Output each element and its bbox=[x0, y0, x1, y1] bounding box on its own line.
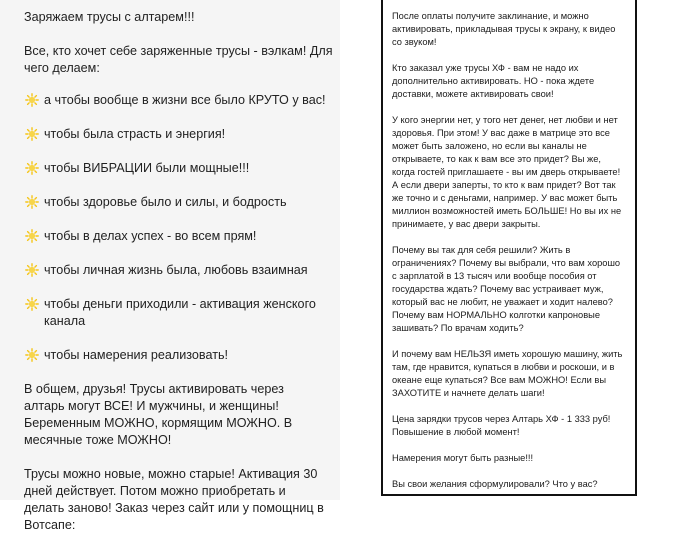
post-paragraph: Вы свои желания сформулировали? Что у вас? bbox=[392, 479, 598, 489]
list-item bbox=[24, 126, 340, 143]
bullet-text: чтобы деньги приходили - активация женского канала bbox=[44, 297, 316, 328]
right-post-panel bbox=[381, 0, 637, 496]
post-paragraph: Кто заказал уже трусы ХФ - вам не надо их дополнительно активировать. НО - пока ждете доставки, можете активировать свои! bbox=[392, 63, 595, 99]
post-paragraph-order: Трусы можно новые, можно старые! Активация 30 дней действует. Потом можно приобретать и делать заново! Заказ через сайт или у помощниц в Вотсапе: bbox=[24, 467, 324, 532]
sun-emoji-icon bbox=[25, 93, 39, 107]
bullet-text: чтобы личная жизнь была, любовь взаимная bbox=[44, 263, 308, 277]
left-post-panel bbox=[0, 0, 340, 532]
list-item bbox=[24, 296, 340, 330]
sun-emoji-icon bbox=[25, 263, 39, 277]
post-title: Заряжаем трусы с алтарем!!! bbox=[24, 10, 195, 24]
list-item bbox=[24, 160, 340, 177]
right-post-body bbox=[383, 0, 635, 491]
post-paragraph-general: В общем, друзья! Трусы активировать через алтарь могут ВСЕ! И мужчины, и женщины! Беременным МОЖНО, кормящим МОЖНО. В месячные тоже МОЖНО! bbox=[24, 382, 293, 447]
post-paragraph: Почему вы так для себя решили? Жить в ограничениях? Почему вы выбрали, что вам хорошо с зарплатой в 13 тысяч или вообще пособия от государства ждать? Почему вас устраивает муж, который вас не любит, не уважает и ходит налево? Почему вам НОРМАЛЬНО колготки капроновые зашивать? По врачам ходить? bbox=[392, 245, 621, 333]
bullet-text: чтобы в делах успех - во всем прям! bbox=[44, 229, 257, 243]
sun-emoji-icon bbox=[25, 297, 39, 311]
bullet-text: чтобы была страсть и энергия! bbox=[44, 127, 226, 141]
bullet-text: чтобы здоровье было и силы, и бодрость bbox=[44, 195, 287, 209]
sun-emoji-icon bbox=[25, 127, 39, 141]
list-item bbox=[24, 347, 340, 364]
list-item bbox=[24, 228, 340, 245]
sun-emoji-icon bbox=[25, 161, 39, 175]
post-intro: Все, кто хочет себе заряженные трусы - вэлкам! Для чего делаем: bbox=[24, 44, 333, 75]
bullet-text: чтобы намерения реализовать! bbox=[44, 348, 229, 362]
bullet-text: чтобы ВИБРАЦИИ были мощные!!! bbox=[44, 161, 250, 175]
list-item bbox=[24, 262, 340, 279]
list-item bbox=[24, 92, 340, 109]
post-paragraph: И почему вам НЕЛЬЗЯ иметь хорошую машину, жить там, где нравится, купаться в любви и роскоши, и в океане еще купаться? Все вам МОЖНО! Если вы ЗАХОТИТЕ и начнете делать шаги! bbox=[392, 349, 623, 398]
sun-emoji-icon bbox=[25, 195, 39, 209]
post-paragraph: Намерения могут быть разные!!! bbox=[392, 453, 534, 463]
post-paragraph: Цена зарядки трусов через Алтарь ХФ - 1 333 руб! Повышение в любой момент! bbox=[392, 414, 611, 437]
bullet-text: а чтобы вообще в жизни все было КРУТО у вас! bbox=[44, 93, 326, 107]
list-item bbox=[24, 194, 340, 211]
sun-emoji-icon bbox=[25, 348, 39, 362]
post-paragraph: У кого энергии нет, у того нет денег, нет любви и нет здоровья. При этом! У вас даже в матрице это все может быть заложено, но если вы каналы не открываете, то как к вам все это придет? Вы же, когда гостей приглашаете - вы им дверь открываете! А если двери заперты, то кто к вам придет? Вот так же точно и с деньгами, например. У вас может быть миллион возможностей иметь БОЛЬШЕ! Но вы их не принимаете, у вас двери закрыты. bbox=[392, 115, 622, 229]
left-post-body bbox=[0, 0, 340, 534]
panel-gap bbox=[340, 0, 381, 500]
sun-emoji-icon bbox=[25, 229, 39, 243]
post-paragraph: После оплаты получите заклинание, и можно активировать, прикладывая трусы к экрану, к видео со звуком! bbox=[392, 11, 616, 47]
